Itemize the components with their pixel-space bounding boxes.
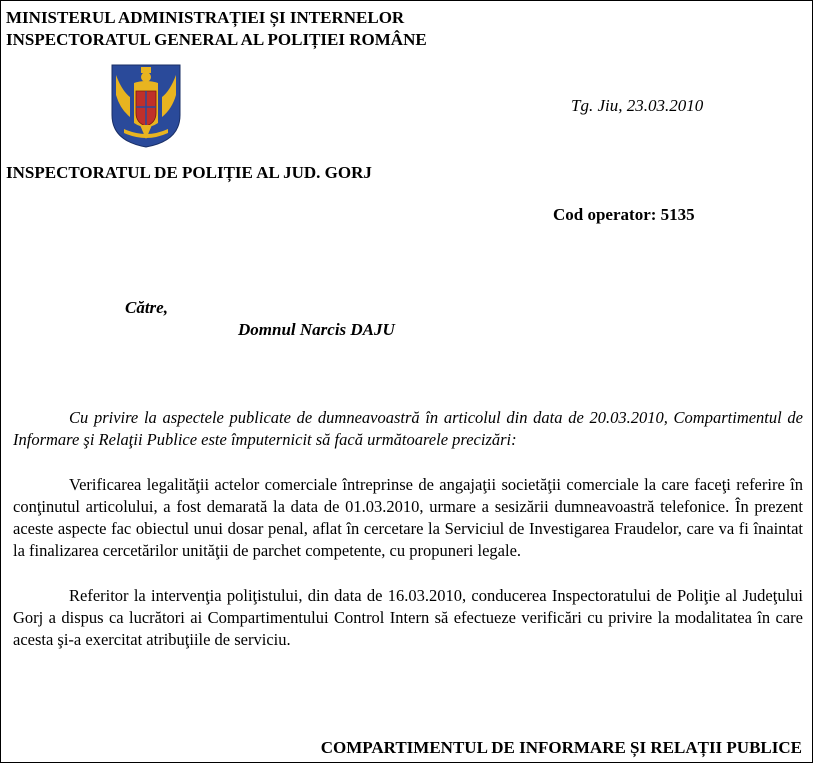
- signature-department: COMPARTIMENTUL DE INFORMARE ȘI RELAȚII PUBLICE: [320, 738, 802, 757]
- general-inspectorate-heading: INSPECTORATUL GENERAL AL POLIȚIEI ROMÂNE: [6, 30, 427, 49]
- salutation: Către,: [125, 298, 168, 317]
- document-date: Tg. Jiu, 23.03.2010: [571, 96, 704, 115]
- body-paragraph-1: Verificarea legalităţii actelor comerciale întreprinse de angajaţii societăţii comerciale la care faceţi referire în conţinutul articolului, a fost demarată la data de 01.03.2010, urmare a sesizării dumneavoastră telefonice. În prezent aceste aspecte fac obiectul unui dosar penal, aflat în cercetare la Serviciul de Investigarea Fraudelor, care va fi înaintat la finalizarea cercetărilor unităţii de parchet competente, cu propuneri legale.: [13, 475, 803, 560]
- operator-code: Cod operator: 5135: [553, 205, 695, 224]
- intro-paragraph: Cu privire la aspectele publicate de dumneavoastră în articolul din data de 20.03.2010, Compartimentul de Informare şi Relaţii Publice este împuternicit să facă următoarele precizări:: [13, 408, 803, 449]
- ministry-heading: MINISTERUL ADMINISTRAȚIEI ȘI INTERNELOR: [6, 8, 405, 27]
- romanian-coat-of-arms-icon: [110, 61, 182, 149]
- county-inspectorate-heading: INSPECTORATUL DE POLIȚIE AL JUD. GORJ: [6, 163, 372, 182]
- addressee-name: Domnul Narcis DAJU: [238, 320, 395, 339]
- body-paragraph-2: Referitor la intervenţia poliţistului, din data de 16.03.2010, conducerea Inspectoratului de Poliţie al Judeţului Gorj a dispus ca lucrători ai Compartimentului Control Intern să efectueze verificări cu privire la modalitatea în care acesta şi-a exercitat atribuţiile de serviciu.: [13, 586, 803, 649]
